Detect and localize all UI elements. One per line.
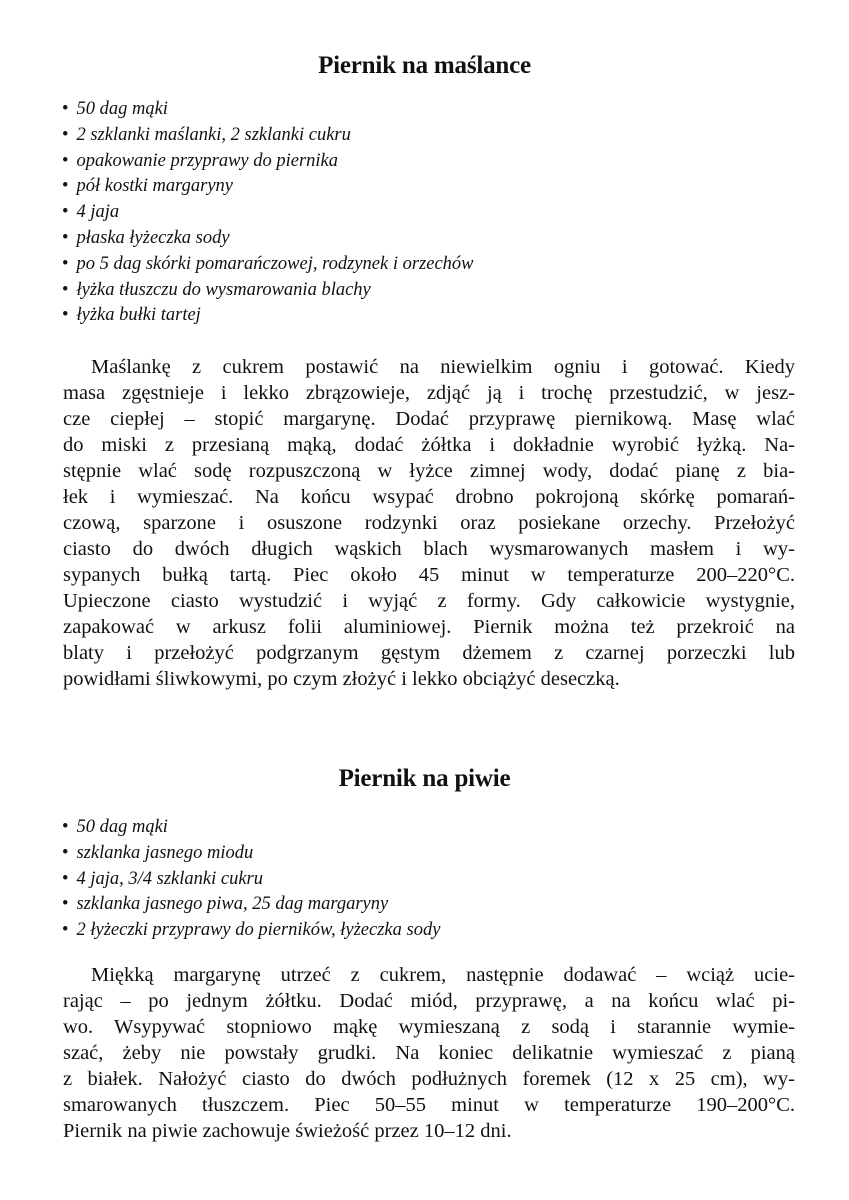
text-line: Miękką margarynę utrzeć z cukrem, następnie dodawać – wciąż ucie- [91, 964, 795, 986]
ingredients-list [62, 815, 440, 944]
ingredient-item: • 4 jaja, 3/4 szklanki cukru [62, 867, 440, 893]
ingredient-item: • pół kostki margaryny [62, 174, 474, 200]
ingredient-item: • 50 dag mąki [62, 97, 474, 123]
ingredients-list [62, 97, 474, 329]
text-line: blaty i przełożyć podgrzanym gęstym dżemem z czarnej porzeczki lub [63, 642, 795, 664]
text-line: ciasto do dwóch długich wąskich blach wysmarowanych masłem i wy- [63, 538, 795, 560]
text-line: masa zgęstnieje i lekko zbrązowieje, zdjąć ją i trochę przestudzić, w jesz- [63, 382, 795, 404]
text-line: czową, sparzone i osuszone rodzynki oraz posiekane orzechy. Przełożyć [63, 512, 795, 534]
ingredient-item: • opakowanie przyprawy do piernika [62, 149, 474, 175]
text-line: Piernik na piwie zachowuje świeżość przez 10–12 dni. [63, 1120, 512, 1142]
ingredient-item: • 2 łyżeczki przyprawy do pierników, łyżeczka sody [62, 918, 440, 944]
text-line: powidłami śliwkowymi, po czym złożyć i lekko obciążyć deseczką. [63, 668, 620, 690]
ingredient-item: • szklanka jasnego miodu [62, 841, 440, 867]
ingredient-item: • 50 dag mąki [62, 815, 440, 841]
ingredient-item: • łyżka tłuszczu do wysmarowania blachy [62, 278, 474, 304]
text-line: cze ciepłej – stopić margarynę. Dodać przyprawę piernikową. Masę wlać [63, 408, 795, 430]
text-line: wo. Wsypywać stopniowo mąkę wymieszaną z sodą i starannie wymie- [63, 1016, 795, 1038]
text-line: zapakować w arkusz folii aluminiowej. Piernik można też przekroić na [63, 616, 795, 638]
text-line: Upieczone ciasto wystudzić i wyjąć z formy. Gdy całkowicie wystygnie, [63, 590, 795, 612]
text-line: z białek. Nałożyć ciasto do dwóch podłużnych foremek (12 x 25 cm), wy- [63, 1068, 795, 1090]
ingredient-item: • 2 szklanki maślanki, 2 szklanki cukru [62, 123, 474, 149]
text-line: szać, żeby nie powstały grudki. Na koniec delikatnie wymieszać z pianą [63, 1042, 795, 1064]
ingredient-item: • płaska łyżeczka sody [62, 226, 474, 252]
ingredient-item: • szklanka jasnego piwa, 25 dag margaryny [62, 892, 440, 918]
ingredient-item: • łyżka bułki tartej [62, 303, 474, 329]
recipe-title: Piernik na piwie [338, 765, 511, 792]
text-line: sypanych bułką tartą. Piec około 45 minut w temperaturze 200–220°C. [63, 564, 795, 586]
ingredient-item: • po 5 dag skórki pomarańczowej, rodzynek i orzechów [62, 252, 474, 278]
text-line: łek i wymieszać. Na końcu wsypać drobno pokrojoną skórkę pomarań- [63, 486, 795, 508]
text-line: rając – po jednym żółtku. Dodać miód, przyprawę, a na końcu wlać pi- [63, 990, 795, 1012]
text-line: smarowanych tłuszczem. Piec 50–55 minut w temperaturze 190–200°C. [63, 1094, 795, 1116]
recipe-title: Piernik na maślance [318, 52, 531, 79]
text-line: stępnie wlać sodę rozpuszczoną w łyżce zimnej wody, dodać pianę z bia- [63, 460, 795, 482]
text-line: do miski z przesianą mąką, dodać żółtka i dokładnie wyrobić łyżką. Na- [63, 434, 795, 456]
text-line: Maślankę z cukrem postawić na niewielkim ogniu i gotować. Kiedy [91, 356, 795, 378]
method-paragraph [63, 354, 795, 692]
ingredient-item: • 4 jaja [62, 200, 474, 226]
method-paragraph [63, 962, 795, 1144]
